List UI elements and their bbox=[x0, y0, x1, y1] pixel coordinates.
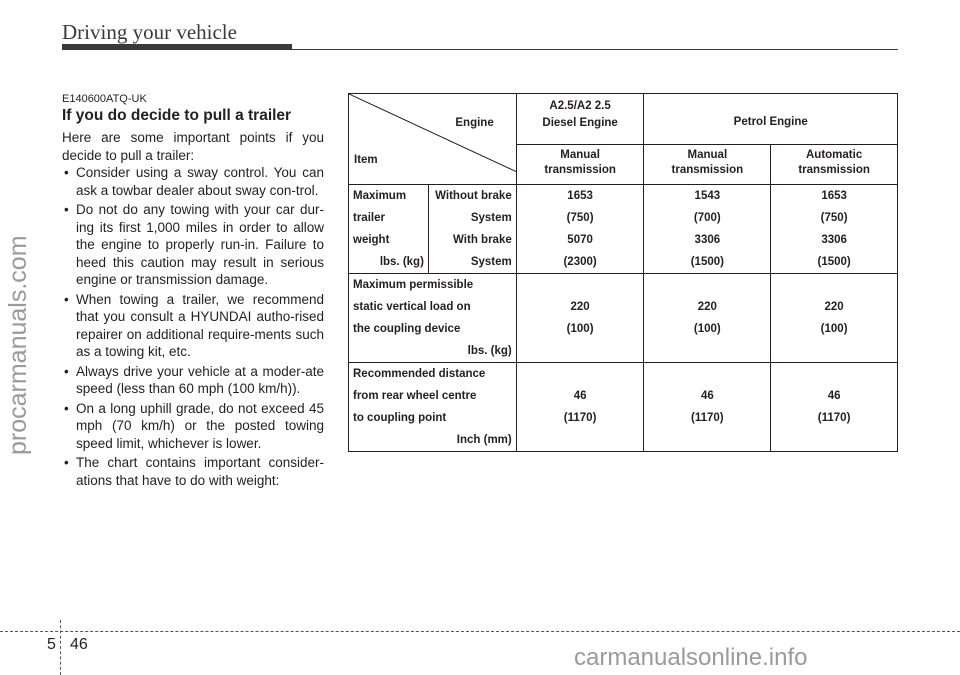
value: (750) bbox=[820, 212, 848, 224]
distance-label-line: Recommended distance bbox=[353, 368, 486, 380]
transmission-header-3-line1: Automatic bbox=[805, 149, 863, 161]
value: (100) bbox=[820, 323, 848, 335]
value: (1500) bbox=[690, 256, 724, 268]
with-brake-label: With brake bbox=[453, 234, 512, 246]
petrol-header-label: Petrol Engine bbox=[733, 116, 808, 128]
vertical-values-col-2 bbox=[644, 274, 771, 363]
bullet-item: • Always drive your vehicle at a moder-ate speed (less than 60 mph (100 km/h)). bbox=[62, 363, 324, 398]
trailer-values-col-1 bbox=[516, 185, 644, 274]
trailer-weight-unit: lbs. (kg) bbox=[379, 256, 424, 268]
vertical-values-col-3 bbox=[771, 274, 898, 363]
distance-values-col-3 bbox=[771, 363, 898, 452]
trailer-weight-label bbox=[349, 185, 429, 274]
bullet-item: • Consider using a sway control. You can ask a towbar dealer about sway con-trol. bbox=[62, 164, 324, 199]
trailer-weight-label-line: weight bbox=[353, 234, 390, 246]
value: (700) bbox=[693, 212, 721, 224]
vertical-load-label-line: the coupling device bbox=[353, 323, 461, 335]
bullet-item: • When towing a trailer, we recommend that you consult a HYUNDAI autho-rised repairer on additional require-ments such as a towing kit, etc. bbox=[62, 291, 324, 361]
value: (1170) bbox=[691, 412, 724, 424]
bullet-list bbox=[62, 164, 324, 491]
value: (2300) bbox=[563, 256, 597, 268]
transmission-header-1 bbox=[516, 145, 644, 185]
value: (1170) bbox=[817, 412, 851, 424]
transmission-header-2-line1: Manual bbox=[687, 149, 728, 161]
header-title: Driving your vehicle bbox=[62, 20, 237, 44]
value: (1500) bbox=[817, 256, 851, 268]
table-row-trailer-weight bbox=[349, 185, 898, 274]
value: 1543 bbox=[694, 190, 721, 202]
value: (100) bbox=[693, 323, 721, 335]
distance-values-col-2 bbox=[644, 363, 771, 452]
distance-unit: Inch (mm) bbox=[456, 434, 512, 446]
vertical-load-unit: lbs. (kg) bbox=[467, 345, 512, 357]
value: 220 bbox=[570, 301, 590, 313]
without-brake-label: Without brake bbox=[435, 190, 512, 202]
vertical-load-label-line: Maximum permissible bbox=[353, 279, 474, 291]
value: 5070 bbox=[567, 234, 593, 246]
value: 220 bbox=[824, 301, 844, 313]
page-number: 46 bbox=[70, 636, 88, 653]
vertical-load-label-line: static vertical load on bbox=[353, 301, 471, 313]
value: 46 bbox=[827, 390, 841, 402]
section-heading: If you do decide to pull a trailer bbox=[62, 107, 292, 124]
bullet-item: • Do not do any towing with your car dur-ing its first 1,000 miles in order to allow the engine to properly run-in. Failure to heed this caution may result in serious engine or transmission damage. bbox=[62, 201, 324, 289]
value: 46 bbox=[573, 390, 587, 402]
value: 1653 bbox=[567, 190, 593, 202]
transmission-header-1-line1: Manual bbox=[560, 149, 600, 161]
brake-system-label bbox=[428, 185, 516, 274]
table-row-distance bbox=[349, 363, 898, 452]
value: (750) bbox=[566, 212, 594, 224]
diesel-header-line1: A2.5/A2 2.5 bbox=[549, 100, 611, 112]
distance-label-line: from rear wheel centre bbox=[353, 390, 477, 402]
header-rule bbox=[62, 49, 898, 50]
watermark-left: procarmanuals.com bbox=[4, 235, 32, 455]
chapter-number: 5 bbox=[47, 636, 56, 653]
corner-engine-label: Engine bbox=[455, 117, 494, 129]
trailer-values-col-3 bbox=[771, 185, 898, 274]
footer-rule bbox=[0, 631, 960, 632]
value: 3306 bbox=[821, 234, 847, 246]
vertical-values-col-1 bbox=[516, 274, 644, 363]
diesel-header bbox=[516, 94, 644, 145]
transmission-header-3-line2: transmission bbox=[798, 164, 870, 176]
value: 220 bbox=[697, 301, 717, 313]
intro-text: Here are some important points if you decide to pull a trailer: bbox=[62, 130, 324, 163]
footer-divider bbox=[60, 620, 61, 675]
transmission-header-2 bbox=[644, 145, 771, 185]
bullet-item: • On a long uphill grade, do not exceed 45 mph (70 km/h) or the posted towing speed limit, whichever is lower. bbox=[62, 400, 324, 453]
section-code: E140600ATQ-UK bbox=[62, 93, 147, 105]
vertical-load-label bbox=[349, 274, 517, 363]
distance-values-col-1 bbox=[516, 363, 644, 452]
diesel-header-line2: Diesel Engine bbox=[542, 117, 618, 129]
trailer-weight-label-line: Maximum bbox=[353, 190, 407, 202]
towing-spec-table bbox=[348, 93, 898, 452]
trailer-weight-label-line: trailer bbox=[353, 212, 385, 224]
corner-item-label: Item bbox=[354, 154, 378, 166]
distance-label bbox=[349, 363, 517, 452]
table-row-vertical-load bbox=[349, 274, 898, 363]
transmission-header-1-line2: transmission bbox=[544, 164, 616, 176]
value: (100) bbox=[566, 323, 594, 335]
value: 1653 bbox=[821, 190, 847, 202]
watermark-bottom: carmanualsonline.info bbox=[574, 644, 808, 671]
system-label: System bbox=[470, 256, 512, 268]
transmission-header-3 bbox=[771, 145, 898, 185]
value: 3306 bbox=[694, 234, 721, 246]
petrol-header bbox=[644, 94, 898, 145]
value: 46 bbox=[700, 390, 714, 402]
value: (1170) bbox=[563, 412, 597, 424]
trailer-values-col-2 bbox=[644, 185, 771, 274]
bullet-item: • The chart contains important consider-ations that have to do with weight: bbox=[62, 454, 324, 489]
distance-label-line: to coupling point bbox=[353, 412, 447, 424]
system-label: System bbox=[470, 212, 512, 224]
corner-cell bbox=[349, 94, 517, 185]
transmission-header-2-line2: transmission bbox=[671, 164, 744, 176]
